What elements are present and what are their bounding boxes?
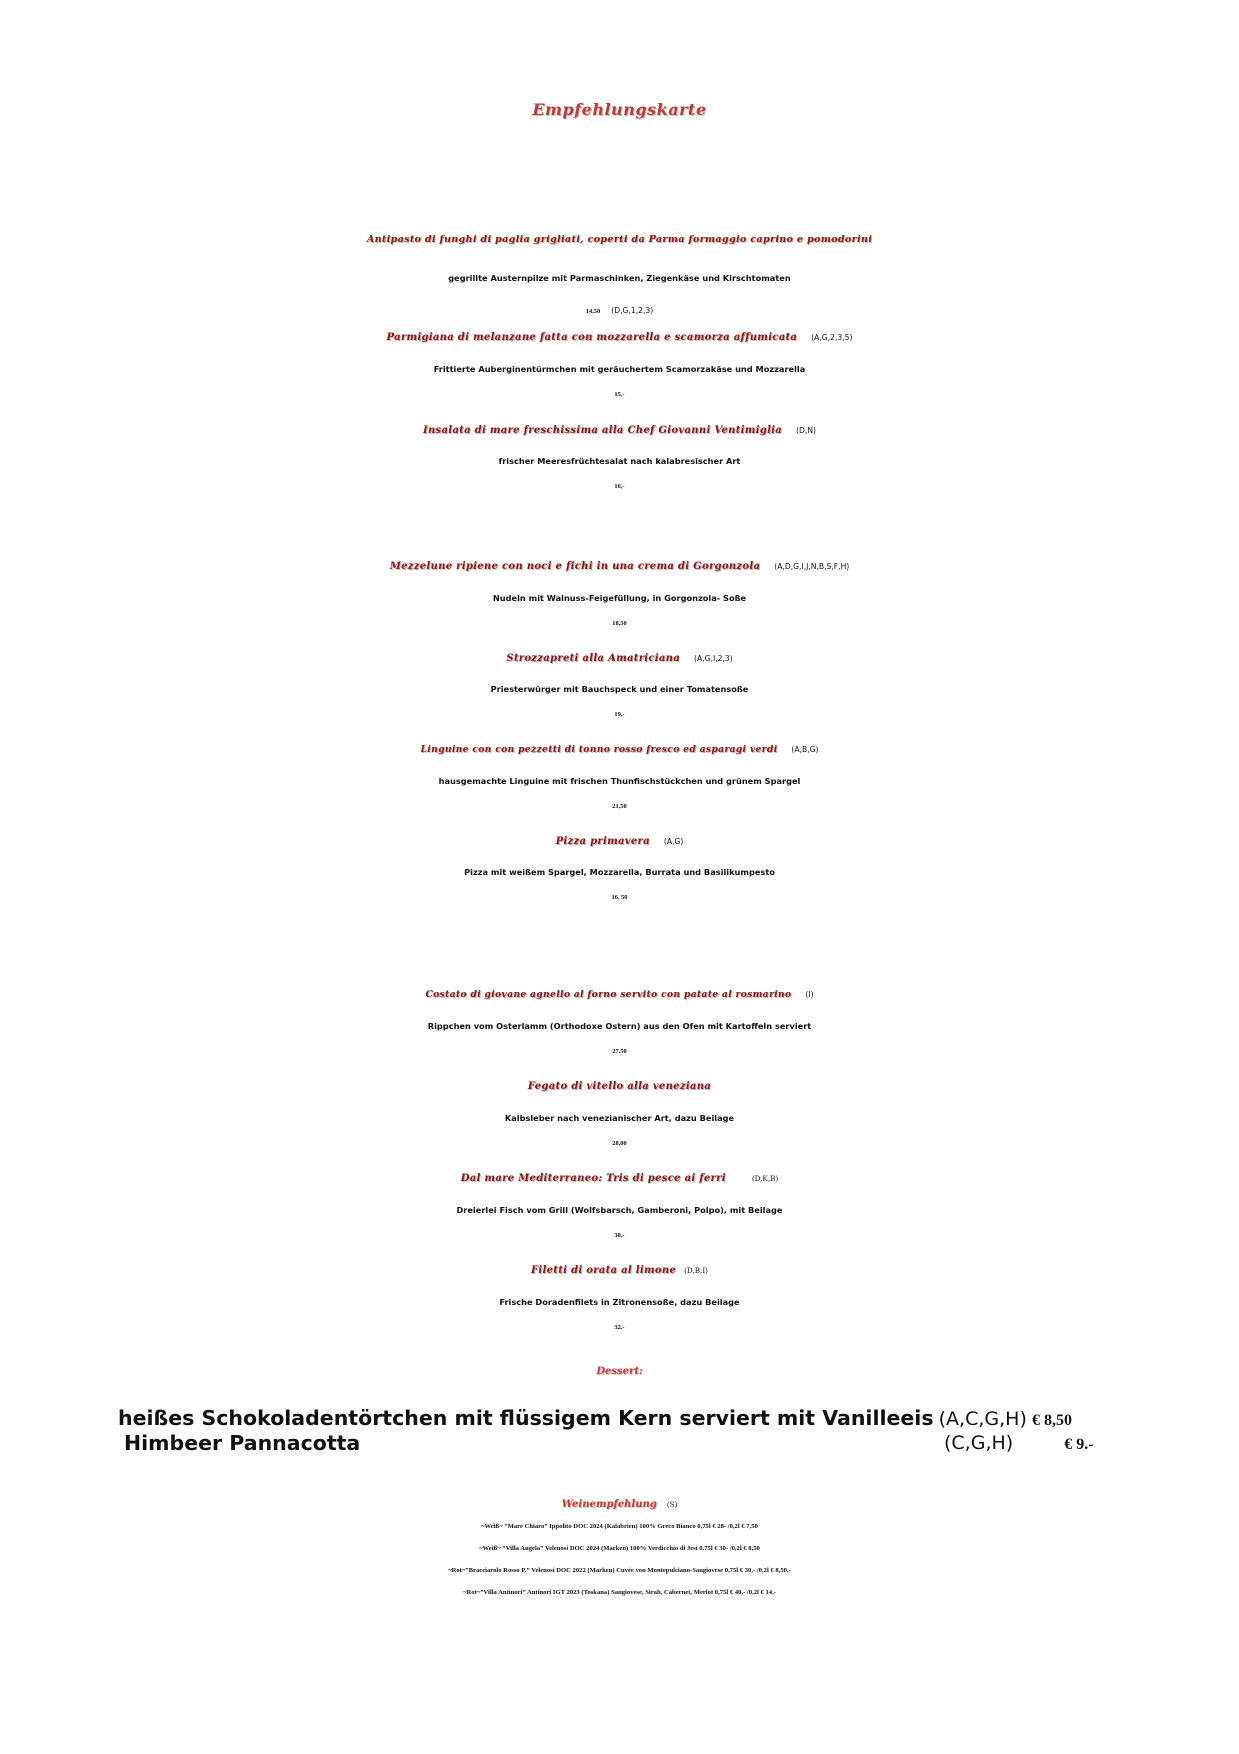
dish-name-italian: Costato di giovane agnello al forno servito con patate al rosmarino: [425, 989, 792, 1000]
allergen-codes: (C,G,H): [944, 1432, 1014, 1454]
wine-heading-row: [0, 1484, 1239, 1513]
dessert-name: heißes Schokoladentörtchen mit flüssigem Kern serviert mit Vanilleeis: [118, 1406, 934, 1430]
menu-title: Empfehlungskarte: [532, 100, 707, 119]
allergen-codes: (A,G): [663, 837, 684, 846]
allergen-codes: (A,D,G,I,J,N,B,S,F,H): [774, 562, 850, 571]
dish-price: 27,50: [612, 1048, 627, 1055]
dish-name-row: [0, 829, 1239, 848]
dish-description: Pizza mit weißem Spargel, Mozzarella, Burrata und Basilikumpesto: [464, 867, 775, 877]
price-value: 14,50: [585, 308, 601, 315]
dish-name-row: [0, 418, 1239, 437]
allergen-codes: (D,B,I): [684, 1266, 708, 1275]
dish-price: 16,-: [614, 483, 625, 490]
allergen-codes: (A,B,G): [791, 745, 819, 754]
dish-name-italian: Filetti di orata al limone: [531, 1265, 677, 1276]
allergen-codes: (A,C,G,H): [938, 1408, 1027, 1430]
allergen-codes: (A,G,I,2,3): [694, 654, 733, 663]
wine-line: ~Weiß~ “Mare Chiaro” Ippolito DOC 2024 (Kalabrien) 100% Greco Bianco 0,75l € 28- /0,2l € 7,50: [481, 1523, 758, 1530]
dish-price: 18,50: [612, 620, 627, 627]
allergen-codes: (S): [666, 1500, 678, 1509]
dish-description: Frittierte Auberginentürmchen mit geräuchertem Scamorzakäse und Mozzarella: [433, 364, 806, 374]
dish-price: 28,00: [612, 1140, 627, 1147]
dessert-price: € 9.-: [1064, 1436, 1094, 1453]
dish-name-italian: Parmigiana di melanzane fatta con mozzarella e scamorza affumicata: [386, 332, 798, 343]
wine-heading: Weinempfehlung: [561, 1499, 657, 1510]
wine-line: ~Rot~”Villa Antinori” Antinori IGT 2023 (Toskana) Sangiovese, Sirah, Cabernet, Merlot 0,75l € 40,- /0,2l € 14,-: [463, 1589, 776, 1596]
dish-description: Frische Doradenfilets in Zitronensoße, dazu Beilage: [499, 1297, 740, 1307]
dish-description: Nudeln mit Walnuss-Feigefüllung, in Gorgonzola- Soße: [492, 593, 747, 603]
dessert-item: [124, 1431, 360, 1455]
dish-name-italian: Dal mare Mediterraneo: Tris di pesce ai ferri: [460, 1173, 726, 1184]
dish-description: hausgemachte Linguine mit frischen Thunfischstückchen und grünem Spargel: [438, 776, 801, 786]
dish-description: Dreierlei Fisch vom Grill (Wolfsbarsch, Gamberoni, Polpo), mit Beilage: [456, 1205, 783, 1215]
dessert-name: Himbeer Pannacotta: [124, 1431, 361, 1455]
dish-description: Kalbsleber nach venezianischer Art, dazu Beilage: [504, 1113, 735, 1123]
dessert-item-meta: [944, 1432, 1094, 1454]
dish-price: [0, 298, 1239, 317]
dessert-heading: Dessert:: [596, 1366, 643, 1377]
dish-description: frischer Meeresfrüchtesalat nach kalabresischer Art: [498, 456, 741, 466]
dish-description: Priesterwürger mit Bauchspeck und einer Tomatensoße: [490, 684, 749, 694]
dessert-price: € 8,50: [1031, 1412, 1072, 1429]
allergen-codes: (D,N): [796, 426, 816, 435]
allergen-codes: (I): [805, 990, 814, 999]
allergen-codes: (D,K,B): [751, 1174, 779, 1183]
dish-name-italian: Fegato di vitello alla veneziana: [527, 1081, 712, 1092]
dish-name-row: [0, 737, 1239, 756]
dish-name-italian: Insalata di mare freschissima alla Chef Giovanni Ventimiglia: [422, 425, 783, 436]
dish-name-row: [0, 1258, 1239, 1277]
dish-name-italian: Mezzelune ripiene con noci e fichi in una crema di Gorgonzola: [389, 561, 761, 572]
dish-price: 15,-: [614, 391, 625, 398]
dish-name-italian: Pizza primavera: [555, 836, 650, 847]
dish-description: Rippchen vom Osterlamm (Orthodoxe Ostern) aus den Ofen mit Kartoffeln serviert: [427, 1021, 812, 1031]
dish-name-italian: Linguine con con pezzetti di tonno rosso fresco ed asparagi verdi: [420, 744, 778, 755]
dessert-item: [118, 1406, 1072, 1430]
dish-price: 16, 50: [611, 894, 628, 901]
dish-name-row: [0, 554, 1239, 573]
dish-name-italian: Strozzapreti alla Amatriciana: [506, 653, 681, 664]
dish-description: gegrillte Austernpilze mit Parmaschinken, Ziegenkäse und Kirschtomaten: [448, 273, 791, 283]
dish-name-row: [0, 325, 1239, 344]
dish-name-row: [0, 982, 1239, 1001]
dish-name-row: [0, 1166, 1239, 1185]
dish-name-row: [0, 646, 1239, 665]
wine-line: ~Weiß~ “Villa Angela” Velenosi DOC 2024 (Marken) 100% Verdicchio di Jesi 0,75l € 30- /0,2l € 8,50: [479, 1545, 760, 1552]
allergen-codes: (A,G,2,3,5): [811, 333, 853, 342]
wine-line: ~Rot~”Bracciarolo Rosso P.” Velenosi DOC 2022 (Marken) Cuvée von Montepulciano-Sangiovese 0,75l € 30,- /0,2l € 8,50,-: [448, 1567, 791, 1574]
dish-name-row: [0, 1074, 1239, 1093]
dish-name-italian: Antipasto di funghi di paglia grigliati, coperti da Parma formaggio caprino e pomodorini: [366, 234, 873, 245]
dish-price: 21,50: [612, 803, 627, 810]
dish-price: 30,-: [614, 1232, 625, 1239]
dish-price: 19,-: [614, 711, 625, 718]
dish-price: 32,-: [614, 1324, 625, 1331]
allergen-codes: (D,G,1,2,3): [611, 306, 654, 315]
